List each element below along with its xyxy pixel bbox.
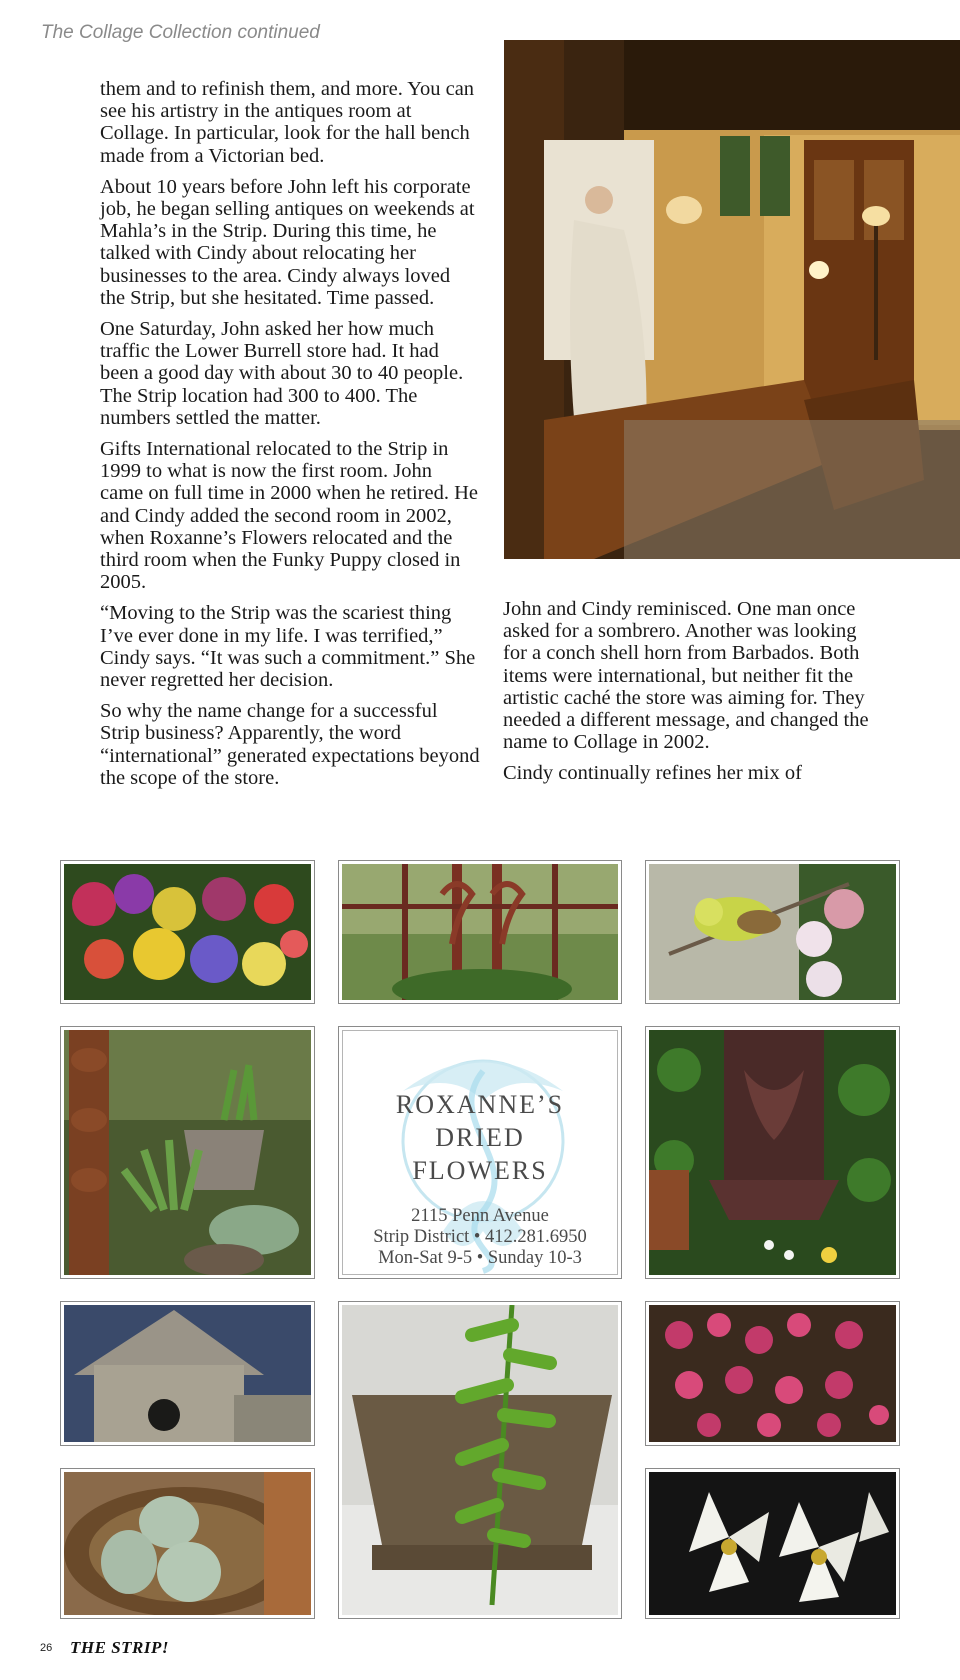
paragraph: So why the name change for a successful Strip business? Apparently, the word “international” generated expectations beyond the scope of the store. [100, 700, 480, 789]
paragraph: John and Cindy reminisced. One man once asked for a sombrero. Another was looking for a conch shell horn from Barbados. Both items were international, but neither fit the artistic caché the store was aiming for. They needed a different message, and changed the name to Collage in 2002. [503, 598, 869, 754]
bird-nest-eggs-illustration [64, 1472, 311, 1615]
right-text-column [503, 598, 883, 794]
white-lilies-photo [645, 1468, 900, 1619]
paragraph: About 10 years before John left his corporate job, he began selling antiques on weekends at Mahla’s in the Strip. During this time, he talked with Cindy about relocating her businesses to the area. Cindy always loved the Strip, but she hesitated. Time passed. [100, 175, 475, 309]
fern-planter-photo [338, 1301, 622, 1619]
paragraph: Gifts International relocated to the Strip in 1999 to what is now the first room. John came on full time in 2000 when he retired. He and Cindy added the second room in 2002, when Roxanne’s Flowers relocated and the third room when the Funky Puppy closed in 2005. [100, 438, 478, 594]
white-lilies-illustration [649, 1472, 896, 1615]
ad-title-line: DRIED [435, 1123, 525, 1152]
pink-berries-illustration [649, 1305, 896, 1442]
ad-address-line: Mon-Sat 9-5 • Sunday 10-3 [378, 1248, 582, 1268]
iron-gate-illustration [342, 864, 618, 1000]
ad-title-line: FLOWERS [412, 1156, 548, 1185]
left-text-column [100, 78, 480, 798]
succulents-photo [60, 1026, 315, 1279]
paragraph: Cindy continually refines her mix of [503, 762, 802, 785]
ad-address-line: Strip District • 412.281.6950 [373, 1227, 587, 1247]
fern-planter-illustration [342, 1305, 618, 1615]
bird-nest-eggs-photo [60, 1468, 315, 1619]
paragraph: One Saturday, John asked her how much traffic the Lower Burrell store had. It had been a good day with about 30 to 40 people. The Strip location had 300 to 400. The numbers settled the matter. [100, 318, 464, 429]
bird-figurine-photo [645, 860, 900, 1004]
flowers-bouquet-photo [60, 860, 315, 1004]
wall-fountain-photo [645, 1026, 900, 1279]
ad-title-line: ROXANNE’S [395, 1090, 565, 1119]
iron-gate-photo [338, 860, 622, 1004]
publication-logo: THE STRIP! [70, 1638, 169, 1657]
ad-address [343, 1206, 617, 1269]
birdhouse-illustration [64, 1305, 311, 1442]
paragraph: “Moving to the Strip was the scariest thing I’ve ever done in my life. I was terrified,” Cindy says. “It was such a commitment.” She never regretted her decision. [100, 602, 476, 692]
roxannes-dried-flowers-ad [338, 1026, 622, 1279]
antiques-room-photo [504, 40, 960, 559]
succulents-illustration [64, 1030, 311, 1275]
page-number: 26 [40, 1642, 53, 1654]
wall-fountain-illustration [649, 1030, 896, 1275]
ad-address-line: 2115 Penn Avenue [411, 1206, 549, 1226]
running-header: The Collage Collection continued [41, 22, 320, 43]
antiques-room-illustration [504, 40, 960, 559]
bird-figurine-illustration [649, 864, 896, 1000]
ad-title [343, 1088, 617, 1187]
paragraph: them and to refinish them, and more. You can see his artistry in the antiques room at Collage. In particular, look for the hall bench made from a Victorian bed. [100, 78, 475, 167]
birdhouse-photo [60, 1301, 315, 1446]
pink-berries-photo [645, 1301, 900, 1446]
flowers-bouquet-illustration [64, 864, 311, 1000]
